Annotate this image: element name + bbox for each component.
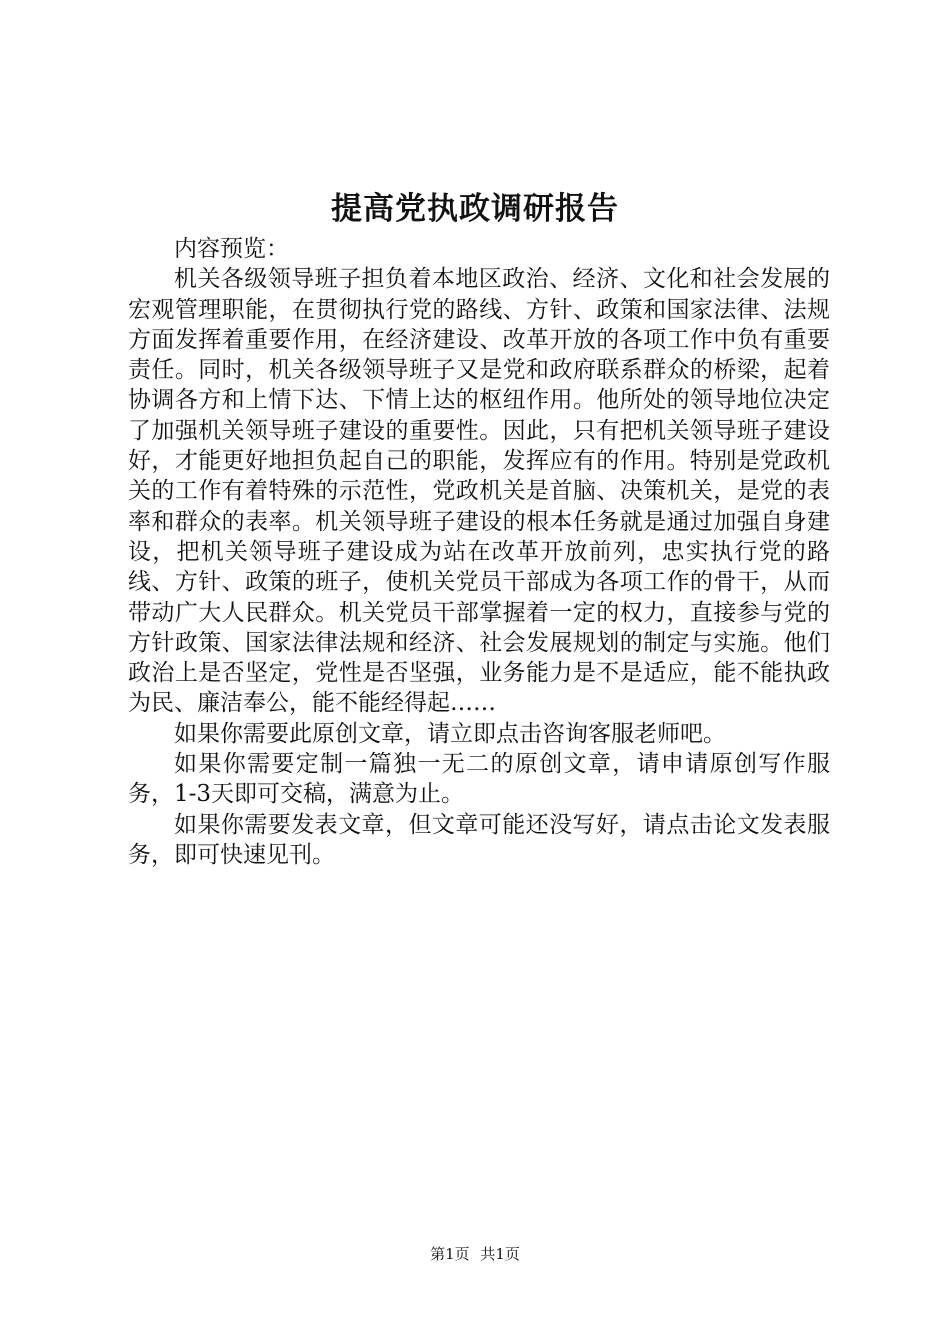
- document-title: 提高党执政调研报告: [331, 191, 619, 227]
- paragraph-main: 机关各级领导班子担负着本地区政治、经济、文化和社会发展的宏观管理职能，在贯彻执行党的路线、方针、政策和国家法律、法规方面发挥着重要作用，在经济建设、改革开放的各项工作中负有重要责任。同时，机关各级领导班子又是党和政府联系群众的桥梁，起着协调各方和上情下达、下情上达的枢纽作用。他所处的领导地位决定了加强机关领导班子建设的重要性。因此，只有把机关领导班子建设好，才能更好地担负起自己的职能，发挥应有的作用。特别是党政机关的工作有着特殊的示范性，党政机关是首脑、决策机关，是党的表率和群众的表率。机关领导班子建设的根本任务就是通过加强自身建设，把机关领导班子建设成为站在改革开放前列，忠实执行党的路线、方针、政策的班子，使机关党员干部成为各项工作的骨干，从而带动广大人民群众。机关党员干部掌握着一定的权力，直接参与党的方针政策、国家法律法规和经济、社会发展规划的制定与实施。他们政治上是否坚定，党性是否坚强，业务能力是不是适应，能不能执政为民、廉洁奉公，能不能经得起……: [128, 266, 830, 717]
- page-footer: [0, 1242, 950, 1266]
- document-body: [128, 234, 830, 870]
- page-number-current: 第1页: [430, 1245, 470, 1263]
- paragraph-publishing: 如果你需要发表文章，但文章可能还没写好，请点击论文发表服务，即可快速见刊。: [128, 811, 830, 868]
- paragraph-consult: 如果你需要此原创文章，请立即点击咨询客服老师吧。: [174, 720, 726, 747]
- preview-label: 内容预览：: [174, 236, 289, 262]
- paragraph-custom-writing: 如果你需要定制一篇独一无二的原创文章，请申请原创写作服务，1-3天即可交稿，满意为止。: [128, 751, 830, 808]
- page-number-total: 共1页: [480, 1245, 520, 1263]
